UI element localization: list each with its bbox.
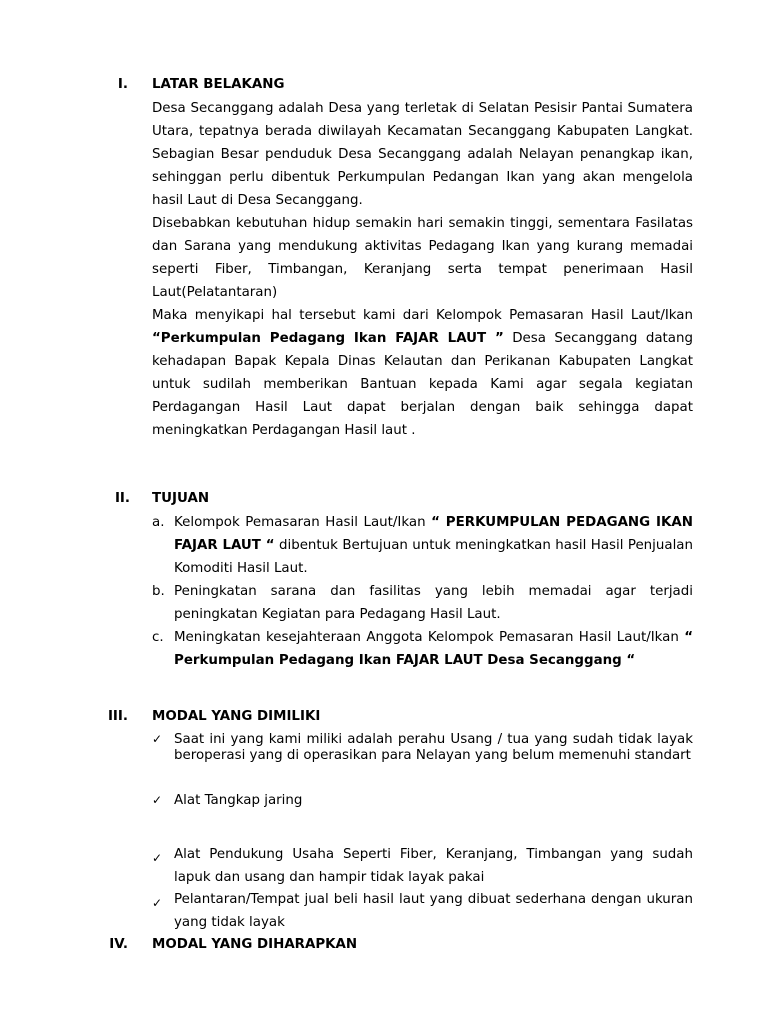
section-title-1: LATAR BELAKANG <box>152 77 285 92</box>
check-icon: ✓ <box>152 851 163 865</box>
check-icon: ✓ <box>152 793 163 807</box>
paragraph-3: Maka menyikapi hal tersebut kami dari Kelompok Pemasaran Hasil Laut/Ikan “Perkumpulan Pedagang Ikan FAJAR LAUT ” Desa Secanggang datang kehadapan Bapak Kepala Dinas Kelautan dan Perikanan Kabupaten Langkat untuk sudilah memberikan Bantuan kepada Kami agar segala kegiatan Perdagangan Hasil Laut dapat berjalan dengan baik sehingga dapat meningkatkan Perdagangan Hasil laut . <box>152 308 693 438</box>
check-icon: ✓ <box>152 732 163 746</box>
objective-b: b. Peningkatan sarana dan fasilitas yang lebih memadai agar terjadi peningkatan Kegiatan para Pedagang Hasil Laut. <box>152 584 693 622</box>
check-icon: ✓ <box>152 896 163 910</box>
section-1-body <box>152 97 693 442</box>
objective-c: c. Meningkatan kesejahteraan Anggota Kelompok Pemasaran Hasil Laut/Ikan “ Perkumpulan Pedagang Ikan FAJAR LAUT Desa Secanggang “ <box>152 630 693 668</box>
assets-item-4: ✓ Pelantaran/Tempat jual beli hasil laut yang dibuat sederhana dengan ukuran yang tidak layak <box>152 892 693 930</box>
paragraph-1: Desa Secanggang adalah Desa yang terletak di Selatan Pesisir Pantai Sumatera Utara, tepatnya berada diwilayah Kecamatan Secanggang Kabupaten Langkat. Sebagian Besar penduduk Desa Secanggang adalah Nelayan penangkap ikan, sehinggan perlu dibentuk Perkumpulan Pedangan Ikan yang akan mengelola hasil Laut di Desa Secanggang. <box>152 101 693 208</box>
assets-item-2: ✓ Alat Tangkap jaring <box>152 793 303 808</box>
section-number-3: III. <box>107 709 128 724</box>
section-number-4: IV. <box>109 937 128 952</box>
objectives-list <box>152 511 693 672</box>
section-title-2: TUJUAN <box>152 491 210 506</box>
section-title-3: MODAL YANG DIMILIKI <box>152 709 321 724</box>
assets-item-1: ✓ Saat ini yang kami miliki adalah perahu Usang / tua yang sudah tidak layak beroperasi yang di operasikan para Nelayan yang belum memenuhi standart <box>152 732 693 763</box>
section-number-1: I. <box>117 77 128 92</box>
paragraph-2: Disebabkan kebutuhan hidup semakin hari semakin tinggi, sementara Fasilatas dan Sarana yang mendukung aktivitas Pedagang Ikan yang kurang memadai seperti Fiber, Timbangan, Keranjang serta tempat penerimaan Hasil Laut(Pelatantaran) <box>152 216 693 300</box>
section-number-2: II. <box>114 491 130 506</box>
objective-a: a. Kelompok Pemasaran Hasil Laut/Ikan “ PERKUMPULAN PEDAGANG IKAN FAJAR LAUT “ dibentuk Bertujuan untuk meningkatkan hasil Hasil Penjualan Komoditi Hasil Laut. <box>152 515 693 576</box>
section-title-4: MODAL YANG DIHARAPKAN <box>152 937 358 952</box>
assets-item-3: ✓ Alat Pendukung Usaha Seperti Fiber, Keranjang, Timbangan yang sudah lapuk dan usang dan hampir tidak layak pakai <box>152 847 693 885</box>
